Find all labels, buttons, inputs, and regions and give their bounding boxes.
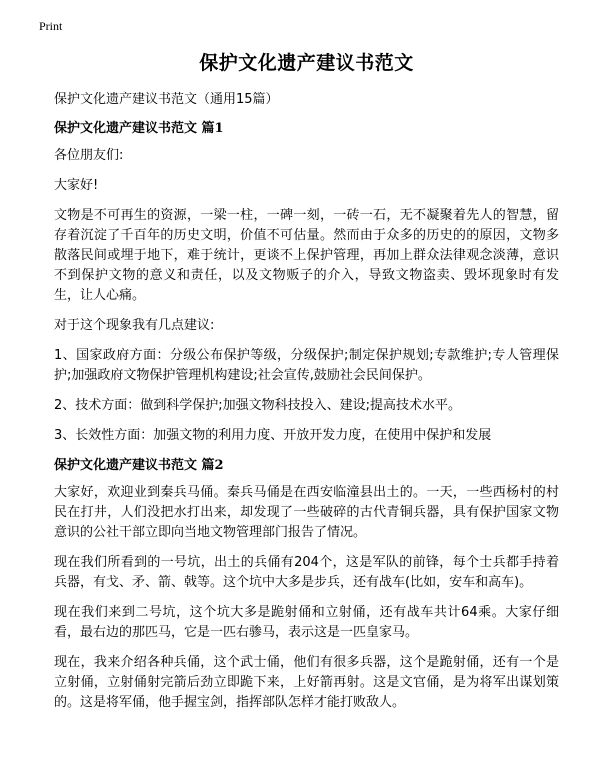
section-heading: 保护文化遗产建议书范文 篇1: [54, 121, 224, 136]
article-section-1: [54, 119, 559, 446]
paragraph: 大家好!: [54, 178, 99, 193]
paragraph: 1、国家政府方面：分级公布保护等级，分级保护;制定保护规划;专款维护;专人管理保护;加强政府文物保护管理机构建设;社会宣传,鼓励社会民间保护。: [54, 348, 559, 383]
paragraph: 现在我们所看到的一号坑，出土的兵俑有204个，这是军队的前锋，每个士兵都手持着兵器，有戈、矛、箭、戟等。这个坑中大多是步兵，还有战车(比如，安车和高车)。: [54, 555, 559, 590]
article-section-2: [54, 456, 559, 713]
paragraph: 现在，我来介绍各种兵俑，这个武士俑，他们有很多兵器，这个是跪射俑，还有一个是立射俑，立射俑射完箭后劲立即跪下来，上好箭再射。这是文官俑，是为将军出谋划策的。这是将军俑，他手握宝剑，指挥部队怎样才能打败敌人。: [54, 655, 559, 710]
document-subtitle: 保护文化遗产建议书范文（通用15篇）: [54, 92, 279, 107]
section-heading: 保护文化遗产建议书范文 篇2: [54, 458, 224, 473]
paragraph: 对于这个现象我有几点建议:: [54, 318, 215, 333]
print-link[interactable]: Print: [39, 19, 63, 33]
document-title: 保护文化遗产建议书范文: [199, 52, 414, 74]
paragraph: 大家好，欢迎业到秦兵马俑。秦兵马俑是在西安临潼县出土的。一天，一些西杨村的村民在打井，人们没把水打出来，却发现了一些破碎的古代青铜兵器，具有保护国家文物意识的公社干部立即向当地文物管理部门报告了情况。: [54, 485, 559, 540]
paragraph: 文物是不可再生的资源，一梁一柱，一碑一刻，一砖一石，无不凝聚着先人的智慧，留存着沉淀了千百年的历史文明，价值不可估量。然而由于众多的历史的的原因，文物多散落民间或埋于地下，难于统计，更谈不上保护管理，再加上群众法律观念淡薄，意识不到保护文物的意义和责任，以及文物贩子的介入，导致文物盗卖、毁坏现象时有发生，让人心痛。: [54, 208, 559, 303]
document-page: [54, 48, 559, 713]
paragraph: 2、技术方面：做到科学保护;加强文物科技投入、建设;提高技术水平。: [54, 398, 462, 413]
paragraph: 各位朋友们:: [54, 148, 124, 163]
paragraph: 现在我们来到二号坑，这个坑大多是跪射俑和立射俑，还有战车共计64乘。大家仔细看，最右边的那匹马，它是一匹右骖马，表示这是一匹皇家马。: [54, 605, 559, 640]
paragraph: 3、长效性方面：加强文物的利用力度、开放开发力度，在使用中保护和发展: [54, 428, 492, 443]
